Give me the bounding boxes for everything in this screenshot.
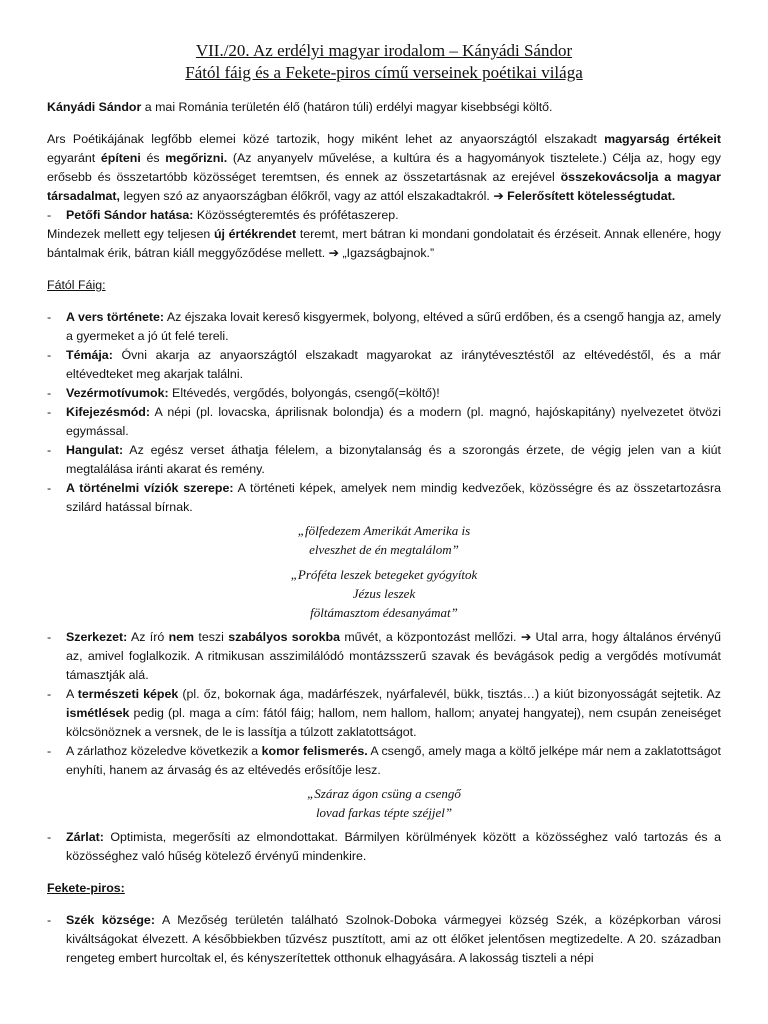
mindezek-paragraph bbox=[47, 225, 721, 263]
list-item-text: A történeti képek, amelyek nem mindig kedvezőek, közösségre és az összetartozásra szilárd hatással bírnak. bbox=[66, 481, 721, 514]
structure-list bbox=[47, 628, 721, 780]
ars-bold-2: építeni bbox=[100, 151, 141, 165]
petofi-text: Közösségteremtés és prófétaszerep. bbox=[193, 208, 399, 222]
szek-text: A Mezőség területén található Szolnok-Doboka vármegyei község Szék, a középkorban városi kiváltságokat élvezett. A későbbiekben tűzvész pusztított, ami az ott élőket jelentősen megtizedelte. A 20. században rengeteg embert hurcoltak el, és kényszerítettek otthonuk elhagyására. A lakosság tiszteli a népi bbox=[66, 913, 721, 965]
ars-bold-1: magyarság értékeit bbox=[604, 132, 721, 146]
termeszeti-text-1: A bbox=[66, 687, 78, 701]
list-item-bold: Kifejezésmód: bbox=[66, 405, 150, 419]
poem-line: „fölfedezem Amerikát Amerika is bbox=[297, 523, 471, 538]
poem-line: föltámasztom édesanyámat” bbox=[310, 605, 458, 620]
poem-line: lovad farkas tépte széjjel” bbox=[315, 805, 453, 820]
document-title bbox=[47, 40, 721, 84]
list-item bbox=[47, 308, 721, 346]
list-item-text: A népi (pl. lovacska, áprilisnak bolondja) és a modern (pl. magnó, hajóskapitány) nyelvezetet ötvözi egymással. bbox=[66, 405, 721, 438]
zarlathoz-text-2: A csengő, amely maga a költő jelképe már nem a zaklatottságot enyhíti, hanem az árvaság és az eltévedés erősítője lesz. bbox=[66, 744, 721, 777]
termeszeti-bold-1: természeti képek bbox=[77, 687, 179, 701]
mindezek-bold: új értékrendet bbox=[213, 227, 297, 241]
poem-line: Jézus leszek bbox=[352, 586, 416, 601]
list-item bbox=[47, 911, 721, 968]
poem-line: elveszhet de én megtalálom” bbox=[309, 542, 459, 557]
poem-line: „Száraz ágon csüng a csengő bbox=[307, 786, 461, 801]
zarlat-bold: Zárlat: bbox=[66, 830, 104, 844]
list-item-text: Az egész verset áthatja félelem, a bizonytalanság és a szorongás érzete, de végig jelen van a kiút megtalálása iránti akarat és remény. bbox=[66, 443, 721, 476]
poem-line: „Próféta leszek betegeket gyógyítok bbox=[290, 567, 478, 582]
mindezek-text-2: teremt, mert bátran ki mondani gondolatait és érzéseit. Annak ellenére, hogy bántalmak érik, bátran kiáll meggyőződése mellett. ➔ „Igazságbajnok.” bbox=[47, 227, 721, 260]
section-heading-fatol-faig: Fától Fáig: bbox=[47, 278, 106, 292]
petofi-bold: Petőfi Sándor hatása: bbox=[66, 208, 194, 222]
petofi-line bbox=[47, 206, 721, 225]
list-item-text: Óvni akarja az anyaországtól elszakadt magyarokat az iránytévesztéstől az eltévedéstől, és a már eltévedteket meg akarjak találni. bbox=[66, 348, 721, 381]
ars-text-3: és bbox=[140, 151, 166, 165]
section-heading-fekete-piros: Fekete-piros: bbox=[47, 881, 125, 895]
poem-quote-2 bbox=[47, 565, 721, 622]
szerkezet-bold-3: szabályos sorokba bbox=[228, 630, 341, 644]
intro-paragraph bbox=[47, 98, 721, 117]
list-item bbox=[47, 403, 721, 441]
list-item bbox=[47, 346, 721, 384]
title-line-1: VII./20. Az erdélyi magyar irodalom – Kányádi Sándor bbox=[195, 41, 573, 60]
szerkezet-bold-2: nem bbox=[168, 630, 195, 644]
zarlathoz-bold: komor felismerés. bbox=[261, 744, 368, 758]
poem-quote-1 bbox=[47, 521, 721, 559]
szerkezet-text-3: művét, a központozást mellőzi. ➔ Utal arra, hogy általános érvényű az, amivel foglalkozik. A ritmikusan asszimilálódó montázsszerű szavak és bevágások pedig a vergődés motívumát támasztják alá. bbox=[66, 630, 721, 682]
ars-text-4: (Az anyanyelv művelése, a kultúra és a hagyományok tisztelete.) Célja az, hogy egy erősebb és összetartóbb közösséget teremtsen, és ennek az összetartásnak az erejével bbox=[47, 151, 721, 184]
termeszeti-text-2: (pl. őz, bokornak ága, madárfészek, nyárfalevél, bükk, tisztás…) a kiút bizonyosságát sejtetik. Az bbox=[178, 687, 721, 701]
list-item bbox=[47, 742, 721, 780]
list-item-text: Eltévedés, vergődés, bolyongás, csengő(=költő)! bbox=[168, 386, 440, 400]
ars-bold-3: megőrizni. bbox=[165, 151, 228, 165]
list-item bbox=[47, 828, 721, 866]
list-item bbox=[47, 441, 721, 479]
ars-bold-4: összekovácsolja a magyar társadalmat, bbox=[47, 170, 721, 203]
szerkezet-text-1: Az író bbox=[127, 630, 169, 644]
list-item bbox=[47, 685, 721, 742]
zarlathoz-text-1: A zárlathoz közeledve következik a bbox=[66, 744, 262, 758]
szerkezet-text-2: teszi bbox=[194, 630, 229, 644]
list-item bbox=[47, 628, 721, 685]
list-item-bold: A vers története: bbox=[66, 310, 165, 324]
intro-bold: Kányádi Sándor bbox=[47, 100, 142, 114]
szek-bold: Szék községe: bbox=[66, 913, 155, 927]
list-item-bold: A történelmi víziók szerepe: bbox=[66, 481, 234, 495]
list-item-bold: Vezérmotívumok: bbox=[66, 386, 169, 400]
ars-text-1: Ars Poétikájának legfőbb elemei közé tartozik, hogy miként lehet az anyaországtól elszakadt bbox=[47, 132, 605, 146]
ars-bold-5: Felerősített kötelességtudat. bbox=[507, 189, 676, 203]
title-line-2: Fától fáig és a Fekete-piros című verseinek poétikai világa bbox=[185, 63, 583, 82]
ars-text-5: legyen szó az anyaországban élőkről, vagy az attól elszakadtakról. ➔ bbox=[120, 189, 508, 203]
szerkezet-bold: Szerkezet: bbox=[66, 630, 128, 644]
poem-quote-3 bbox=[47, 784, 721, 822]
zarlat-text: Optimista, megerősíti az elmondottakat. Bármilyen körülmények között a közösséghez való tartozás és a közösséghez való hűség kötelező érvényű mindenkire. bbox=[66, 830, 721, 863]
zarlat-list bbox=[47, 828, 721, 866]
document-page bbox=[47, 40, 721, 968]
list-item-bold: Hangulat: bbox=[66, 443, 124, 457]
list-item bbox=[47, 384, 721, 403]
list-item-text: Az éjszaka lovait kereső kisgyermek, bolyong, eltéved a sűrű erdőben, és a csengő hangja az, amely a gyermeket a jó út felé tereli. bbox=[66, 310, 721, 343]
fekete-piros-list bbox=[47, 911, 721, 968]
termeszeti-bold-2: ismétlések bbox=[66, 706, 130, 720]
list-item-bold: Témája: bbox=[66, 348, 113, 362]
mindezek-text-1: Mindezek mellett egy teljesen bbox=[47, 227, 214, 241]
list-item bbox=[47, 479, 721, 517]
fatol-faig-list bbox=[47, 308, 721, 517]
ars-text-2: egyaránt bbox=[47, 151, 101, 165]
ars-poetica-paragraph bbox=[47, 130, 721, 206]
intro-text: a mai Románia területén élő (határon túli) erdélyi magyar kisebbségi költő. bbox=[141, 100, 553, 114]
termeszeti-text-3: pedig (pl. maga a cím: fától fáig; hallom, nem hallom, hallom; anyatej hangyatej), nem csupán zeneiséget kölcsönöznek a versnek, de le is lassítja a túlzott zaklatottságot. bbox=[66, 706, 721, 739]
